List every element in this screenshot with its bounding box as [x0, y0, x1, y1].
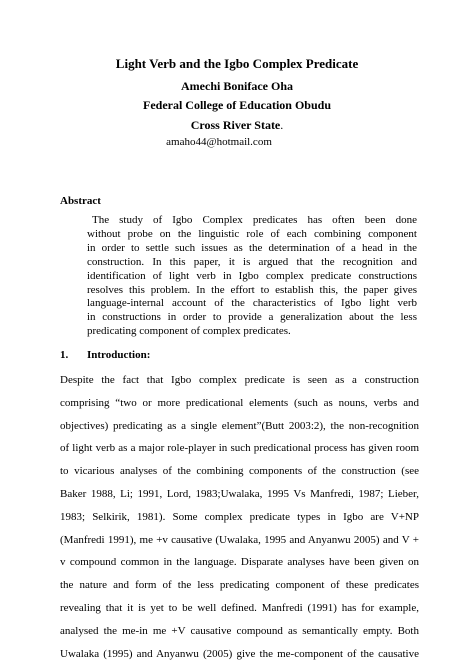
abstract-line: construction. In this paper, it is argued that the recognition and: [87, 255, 417, 268]
author-affiliation: Federal College of Education Obudu: [142, 98, 331, 112]
body-line: Despite the fact that Igbo complex predicate is seen as a construction: [60, 374, 419, 386]
author-name: Amechi Boniface Oha: [181, 79, 293, 93]
body-line: analysed the me-in me +V causative compound as semantically empty. Both: [60, 624, 419, 637]
body-line: to vicarious analyses of the combining components of the construction (see: [60, 465, 419, 478]
body-line: 1983; Selkirik, 1981). Some complex predicate types in Igbo are V+NP: [60, 510, 419, 523]
body-line: (Manfredi 1991), me +v causative (Uwalaka, 1995 and Anyanwu 2005) and V +: [60, 533, 419, 546]
abstract-line: in constructions in order to provide a generalization about the less: [87, 311, 417, 324]
section-title: Introduction:: [87, 349, 151, 361]
author-state: [0, 118, 474, 133]
body-line: Baker 1988, Li; 1991, Lord, 1983;Uwalaka, 1995 Vs Manfredi, 1987; Lieber,: [60, 487, 419, 500]
author-email: amaho44@hotmail.com: [166, 136, 272, 148]
abstract-line: without probe on the linguistic role of each combining component: [87, 227, 417, 240]
introduction-body: [60, 369, 419, 665]
body-line: the nature and form of the less predicating component of these predicates: [60, 579, 419, 592]
body-line: objectives) predicating as a single element”(Butt 2003:2), the non-recognition: [60, 419, 419, 432]
body-line: of light verb as a major role-player in such predicational process has given room: [60, 442, 419, 455]
abstract-line: resolves this problem. In the effort to establish this, the paper gives: [87, 283, 417, 296]
body-line: Uwalaka (1995) and Anyanwu (2005) give the me-component of the causative: [60, 647, 419, 660]
abstract-body: [87, 214, 417, 339]
body-line: revealing that it is yet to be well defined. Manfredi (1991) has for example,: [60, 601, 419, 614]
abstract-line: The study of Igbo Complex predicates has often been done: [92, 214, 417, 226]
abstract-line: in order to settle such issues as the determination of a head in the: [87, 241, 417, 254]
abstract-line: predicating component of complex predicates.: [87, 325, 291, 338]
body-line: comprising “two or more predicational elements (such as nouns, verbs and: [60, 396, 419, 409]
state-name: Cross River State: [190, 118, 281, 132]
section-heading-introduction: [60, 349, 150, 361]
section-number: 1.: [60, 349, 69, 361]
state-period: .: [280, 118, 284, 132]
paper-title: Light Verb and the Igbo Complex Predicate: [115, 56, 359, 71]
abstract-line: identification of light verb in Igbo complex predicate constructions: [87, 269, 417, 282]
abstract-heading: Abstract: [60, 195, 101, 207]
body-line: v compound common in the language. Disparate analyses have been given on: [60, 556, 419, 569]
abstract-line: language-internal account of the characteristics of Igbo light verb: [87, 297, 417, 310]
